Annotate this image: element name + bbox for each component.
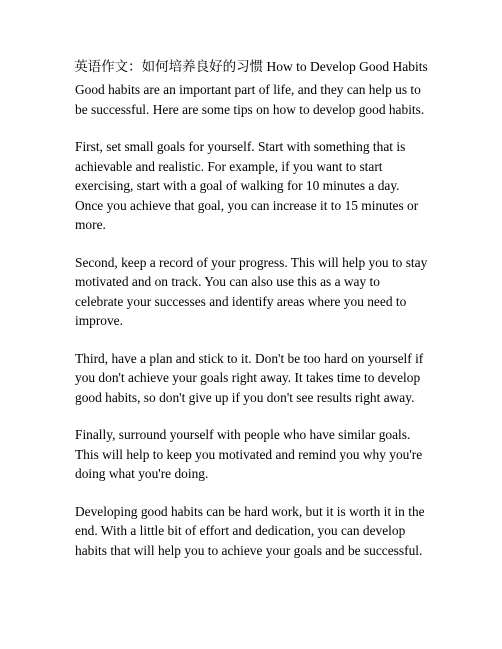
paragraph-finally: Finally, surround yourself with people who have similar goals. This will help to keep you motivated and remind you why you're doing what you're doing. — [75, 427, 423, 481]
paragraph-first: First, set small goals for yourself. Start with something that is achievable and realistic. For example, if you want to start exercising, start with a goal of walking for 10 minutes a day. Once you achieve that goal, you can increase it to 15 minutes or more. — [75, 139, 419, 232]
paragraph-conclusion: Developing good habits can be hard work, but it is worth it in the end. With a little bit of effort and dedication, you can develop habits that will help you to achieve your goals and be successful. — [75, 503, 425, 558]
paragraph-intro: Good habits are an important part of life, and they can help us to be successful. Here are some tips on how to develop good habits. — [75, 82, 425, 117]
document-title: 英语作文：如何培养良好的习惯 How to Develop Good Habits — [74, 59, 428, 74]
paragraph-third: Third, have a plan and stick to it. Don't be too hard on yourself if you don't achieve your goals right away. It takes time to develop good habits, so don't give up if you don't see results right away. — [75, 350, 424, 405]
document-body — [75, 80, 430, 578]
paragraph-second: Second, keep a record of your progress. This will help you to stay motivated and on track. You can also use this as a way to celebrate your successes and identify areas where you need to improve. — [75, 254, 428, 328]
